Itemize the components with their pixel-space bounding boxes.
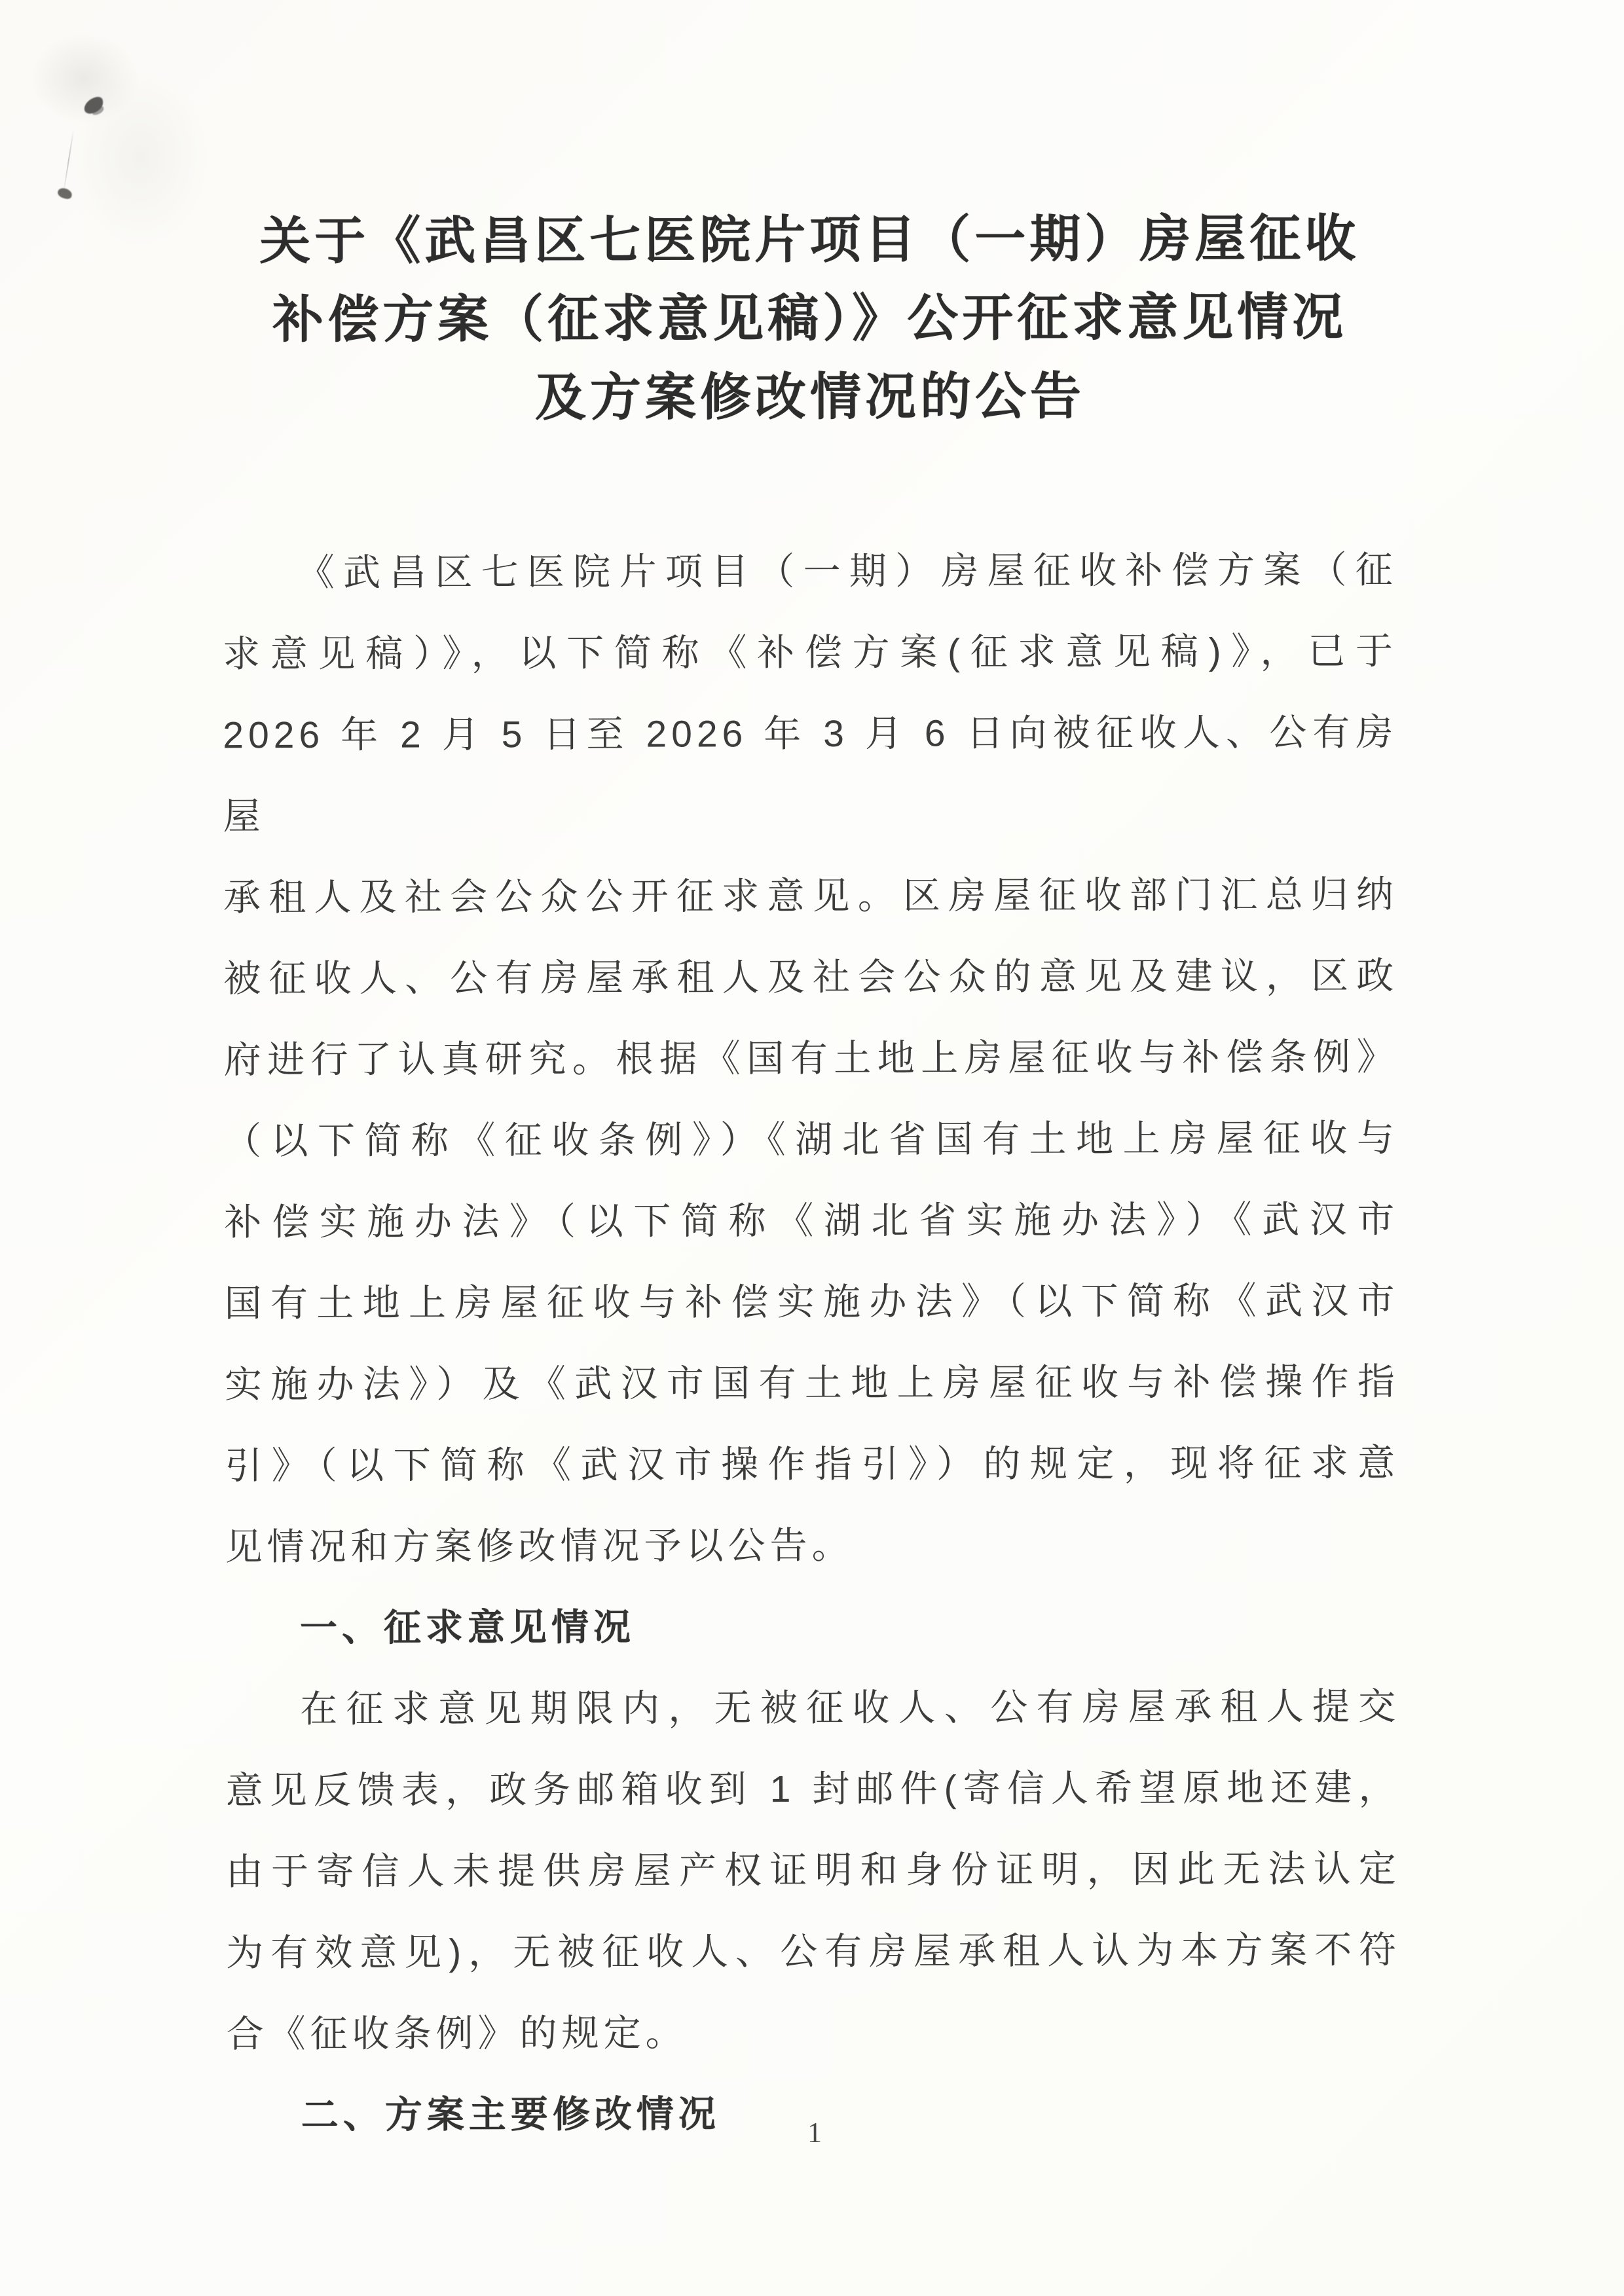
body-line: 实施办法》）及《武汉市国有土地上房屋征收与补偿操作指 — [224, 1360, 1400, 1406]
body-line: 2026 年 2 月 5 日至 2026 年 3 月 6 日向被征收人、公有房屋 — [223, 711, 1398, 838]
section-heading-2: 二、方案主要修改情况 — [301, 2093, 720, 2137]
body-line: 《武昌区七医院片项目（一期）房屋征收补偿方案（征 — [297, 549, 1397, 594]
body-line: 合《征收条例》的规定。 — [226, 2012, 688, 2056]
section-heading-1: 一、征求意见情况 — [299, 1606, 635, 1650]
document-body — [223, 530, 1401, 2157]
page-number: 1 — [807, 2116, 822, 2149]
body-line: （以下简称《征收条例》）《湖北省国有土地上房屋征收与 — [223, 1117, 1399, 1163]
body-line: 在征求意见期限内，无被征收人、公有房屋承租人提交 — [300, 1685, 1401, 1731]
document-title — [0, 198, 1622, 438]
body-line: 由于寄信人未提供房屋产权证明和身份证明，因此无法认定 — [225, 1848, 1401, 1893]
body-line: 承租人及社会公众公开征求意见。区房屋征收部门汇总归纳 — [223, 873, 1399, 919]
body-line: 国有土地上房屋征收与补偿实施办法》（以下简称《武汉市 — [224, 1279, 1399, 1325]
body-line: 为有效意见)，无被征收人、公有房屋承租人认为本方案不符 — [226, 1929, 1401, 1975]
body-line: 引》（以下简称《武汉市操作指引》）的规定，现将征求意 — [225, 1442, 1400, 1487]
body-line: 府进行了认真研究。根据《国有土地上房屋征收与补偿条例》 — [223, 1036, 1399, 1082]
body-line: 补偿实施办法》（以下简称《湖北省实施办法》）《武汉市 — [224, 1198, 1399, 1244]
body-line: 见情况和方案修改情况予以公告。 — [225, 1524, 854, 1569]
document-title-line-2: 补偿方案（征求意见稿）》公开征求意见情况 — [272, 287, 1348, 349]
document-title-line-3: 及方案修改情况的公告 — [534, 367, 1086, 427]
body-line: 被征收人、公有房屋承租人及社会公众的意见及建议，区政 — [223, 955, 1399, 1000]
document-title-line-1: 关于《武昌区七医院片项目（一期）房屋征收 — [259, 209, 1360, 270]
body-line: 求意见稿）》，以下简称《补偿方案(征求意见稿)》，已于 — [222, 630, 1398, 676]
body-line: 意见反馈表，政务邮箱收到 1 封邮件(寄信人希望原地还建， — [225, 1766, 1401, 1812]
